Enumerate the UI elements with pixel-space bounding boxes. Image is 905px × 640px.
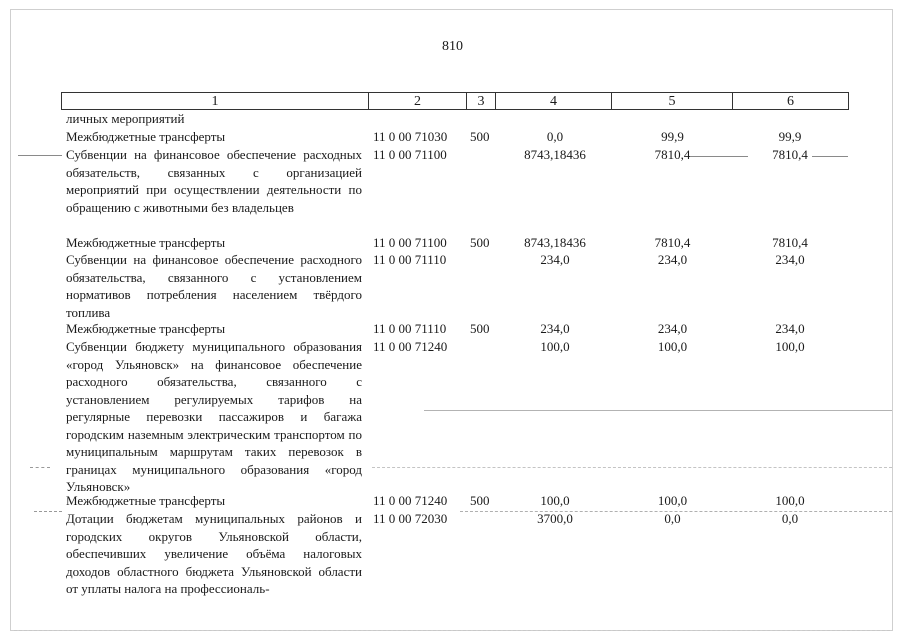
row-value-col5: 234,0 bbox=[657, 252, 688, 267]
scan-artifact-line bbox=[812, 156, 848, 157]
table-row bbox=[0, 128, 905, 146]
header-col-1: 1 bbox=[61, 92, 369, 110]
row-code: 11 0 00 71100 bbox=[373, 235, 447, 250]
row-value-col5: 7810,4 bbox=[654, 235, 691, 250]
row-value-col5: 234,0 bbox=[657, 321, 688, 336]
header-col-5: 5 bbox=[612, 92, 733, 110]
table-row bbox=[0, 492, 905, 510]
header-col-2: 2 bbox=[369, 92, 467, 110]
row-name: Субвенции на финансовое обеспечение расходных обязательств, связанных с организацией мероприятий при осуществлении деятельности по обращению с животными без владельцев bbox=[66, 147, 362, 215]
scan-artifact-line bbox=[372, 467, 892, 468]
row-value-col6: 99,9 bbox=[778, 129, 802, 144]
row-kind: 500 bbox=[470, 235, 490, 250]
scan-artifact-line bbox=[18, 155, 62, 156]
scan-artifact-line bbox=[690, 156, 748, 157]
row-value-col6: 234,0 bbox=[775, 321, 805, 336]
row-name: Межбюджетные трансферты bbox=[66, 493, 226, 508]
row-code: 11 0 00 71110 bbox=[373, 252, 447, 267]
row-value-col6: 100,0 bbox=[775, 493, 805, 508]
row-name: Межбюджетные трансферты bbox=[66, 235, 226, 250]
header-col-4: 4 bbox=[496, 92, 612, 110]
page-number: 810 bbox=[442, 39, 463, 54]
row-code: 11 0 00 71030 bbox=[373, 129, 448, 144]
table-row bbox=[0, 110, 905, 128]
row-value-col6: 7810,4 bbox=[772, 235, 808, 250]
table-row bbox=[0, 146, 905, 234]
row-value-col4: 234,0 bbox=[540, 321, 570, 336]
row-name: Межбюджетные трансферты bbox=[66, 321, 226, 336]
row-name: Субвенции бюджету муниципального образования «город Ульяновск» на финансовое обеспечение расходного обязательства, связанного с установлением регулируемых тарифов на регулярные перевозки пассажиров и багажа городским наземным электрическим транспортом по муниципальным маршрутам таких перевозок в границах муниципального образования «город Ульяновск» bbox=[66, 339, 362, 494]
table-row bbox=[0, 251, 905, 321]
row-value-col4: 0,0 bbox=[546, 129, 564, 144]
row-kind: 500 bbox=[470, 129, 490, 144]
table-row bbox=[0, 510, 905, 600]
row-kind: 500 bbox=[470, 321, 490, 336]
row-value-col4: 8743,18436 bbox=[524, 147, 586, 162]
row-code: 11 0 00 71100 bbox=[373, 147, 447, 162]
row-value-col5: 100,0 bbox=[657, 339, 688, 354]
row-value-col4: 100,0 bbox=[540, 339, 570, 354]
row-code: 11 0 00 72030 bbox=[373, 511, 448, 526]
row-name: Межбюджетные трансферты bbox=[66, 129, 226, 144]
row-code: 11 0 00 71240 bbox=[373, 339, 448, 354]
header-col-3: 3 bbox=[467, 92, 496, 110]
table-row bbox=[0, 338, 905, 493]
scan-artifact-line bbox=[14, 630, 890, 631]
row-value-col6: 234,0 bbox=[775, 252, 805, 267]
row-code: 11 0 00 71110 bbox=[373, 321, 447, 336]
row-value-col5: 100,0 bbox=[657, 493, 688, 508]
row-kind: 500 bbox=[470, 493, 490, 508]
scan-artifact-line bbox=[460, 511, 892, 512]
row-value-col4: 100,0 bbox=[540, 493, 570, 508]
row-value-col5: 99,9 bbox=[661, 129, 684, 144]
row-value-col5: 0,0 bbox=[664, 511, 681, 526]
row-name: личных мероприятий bbox=[66, 111, 185, 126]
row-value-col5: 7810,4 bbox=[654, 147, 691, 162]
row-value-col6: 0,0 bbox=[781, 511, 799, 526]
table-row bbox=[0, 234, 905, 252]
row-name: Субвенции на финансовое обеспечение расходного обязательства, связанного с установлением нормативов потребления населением твёрдого топлива bbox=[66, 252, 362, 320]
row-value-col6: 7810,4 bbox=[772, 147, 808, 162]
scan-artifact-line bbox=[34, 511, 62, 512]
table-row bbox=[0, 320, 905, 338]
row-name: Дотации бюджетам муниципальных районов и городских округов Ульяновской области, обеспечивших увеличение объёма налоговых доходов областного бюджета Ульяновской области от уплаты налога на профессиональ- bbox=[66, 511, 362, 596]
scan-artifact-line bbox=[30, 467, 50, 468]
row-value-col4: 234,0 bbox=[540, 252, 570, 267]
row-value-col4: 3700,0 bbox=[537, 511, 573, 526]
scan-artifact-line bbox=[424, 410, 892, 411]
header-col-6: 6 bbox=[733, 92, 849, 110]
row-value-col6: 100,0 bbox=[775, 339, 805, 354]
row-value-col4: 8743,18436 bbox=[524, 235, 586, 250]
row-code: 11 0 00 71240 bbox=[373, 493, 448, 508]
